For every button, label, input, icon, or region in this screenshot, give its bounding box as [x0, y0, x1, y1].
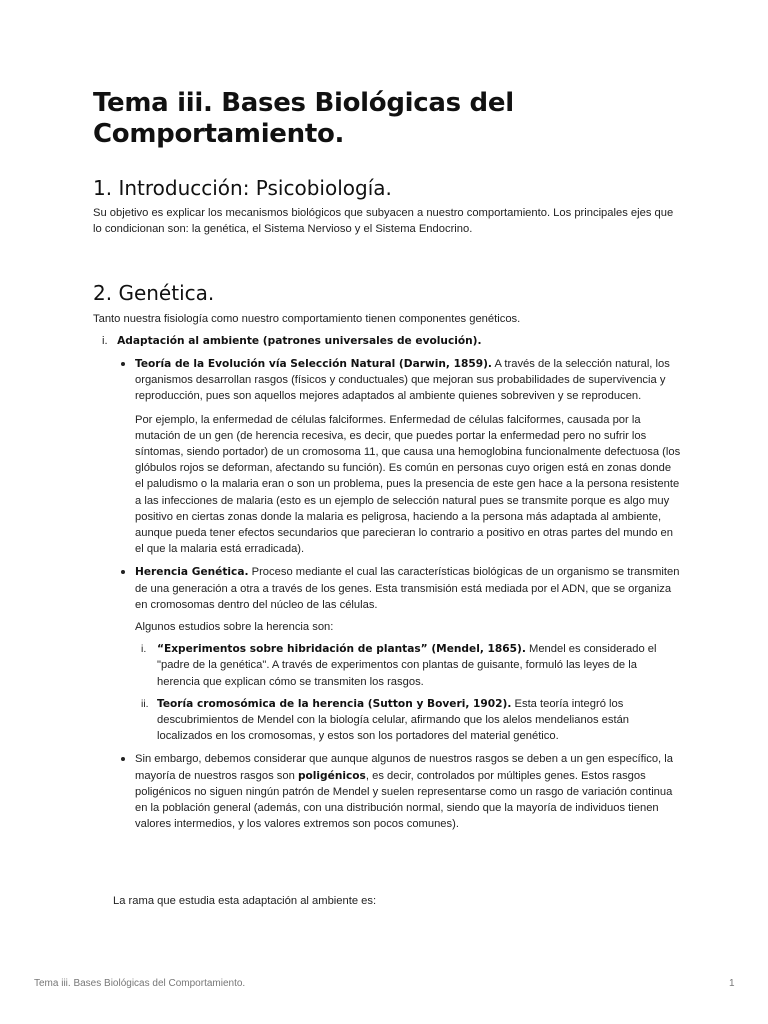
bullet-text-poligenicos-b: , es decir, controlados por múltiples genes. Estos rasgos poligénicos no siguen ningún patrón de Mendel y suelen representarse como un rasgo de variación continua en la población general (además, con una distribución normal, siendo que la mayoría de individuos tienen valores intermedios, y los valores extremos son pocos comunes).	[135, 769, 673, 831]
bullet-dot	[121, 362, 125, 366]
bullet-text-poligenicos-a: Sin embargo, debemos considerar que aunque algunos de nuestros rasgos se deben a un gen específico, la mayoría de nuestros rasgos son	[135, 753, 673, 782]
bullet-dot	[121, 757, 125, 761]
page-number: 1	[729, 978, 735, 989]
sub-item-mendel	[135, 641, 681, 690]
intro-paragraph: Su objetivo es explicar los mecanismos biológicos que subyacen a nuestro comportamiento. Los principales ejes que lo condicionan son: la genética, el Sistema Nervioso y el Sistema Endocrino.	[93, 207, 674, 236]
genetica-paragraph: Tanto nuestra fisiología como nuestro comportamiento tienen componentes genéticos.	[93, 313, 521, 325]
bullet-bold-poligenicos: poligénicos	[297, 769, 366, 782]
bullet-item-herencia	[121, 564, 681, 613]
bullet-bold-herencia: Herencia Genética.	[135, 566, 249, 579]
roman-item-label: Adaptación al ambiente (patrones universales de evolución).	[117, 335, 482, 347]
sub-item-text-mendel: Mendel es considerado el "padre de la genética". A través de experimentos con plantas de guisante, formuló las leyes de la herencia que explican cómo se transmiten los rasgos.	[157, 643, 657, 688]
paragraph-estudios: Algunos estudios sobre la herencia son:	[135, 621, 334, 634]
roman-list-item	[102, 333, 482, 349]
paragraph-falciformes: Por ejemplo, la enfermedad de células falciformes. Enfermedad de células falciformes, causada por la mutación de un gen (de herencia recesiva, es decir, que puedes portar la enfermedad pero no sufrir los síntomas, siendo portador) de un cromosoma 11, que causa una hemoglobina funcionalmente defectuosa (los glóbulos rojos se deforman, afectando su función). Es común en personas cuyo origen está en zonas donde el paludismo o la malaria eran o son un problema, pues la presencia de este gen hace a la persona resistente a las infecciones de malaria (esto es un ejemplo de selección natural pues se transmite porque es algo muy positivo en ciertas zonas donde la malaria es peligrosa, haciendo a la persona más adaptada al ambiente, aunque pueda tener efectos secundarios que parecieran lo contrario a positivo en otras partes del mundo en el que la malaria está erradicada).	[135, 413, 681, 556]
bullet-item-darwin	[121, 356, 681, 405]
bullet-text-herencia: Proceso mediante el cual las características biológicas de un organismo se transmiten de una generación a otra a través de los genes. Esta transmisión está mediada por el ADN, que se organiza en cromosomas dentro del núcleo de las células.	[135, 566, 680, 611]
bullet-dot	[121, 570, 125, 574]
closing-sentence: La rama que estudia esta adaptación al ambiente es:	[113, 895, 377, 907]
bullet-bold-darwin: Teoría de la Evolución vía Selección Natural (Darwin, 1859).	[135, 358, 492, 370]
sub-item-sutton	[135, 696, 681, 745]
sub-item-number: i.	[141, 643, 147, 656]
bullet-list	[121, 356, 681, 832]
sub-item-bold-mendel: “Experimentos sobre hibridación de plantas” (Mendel, 1865).	[157, 643, 526, 656]
roman-numeral: i.	[102, 335, 108, 347]
section-heading-introduccion: 1. Introducción: Psicobiología.	[93, 176, 392, 200]
sub-item-bold-sutton: Teoría cromosómica de la herencia (Sutton y Boveri, 1902).	[157, 697, 512, 710]
bullet-text-darwin: A través de la selección natural, los organismos desarrollan rasgos (físicos y conductuales) que mejoran sus probabilidades de supervivencia y reproducción, pues son aquellos mejores adaptados al ambiente quienes sobreviven y se reproducen.	[135, 358, 670, 403]
bullet-item-poligenicos	[121, 751, 681, 832]
sub-numbered-list	[121, 641, 681, 744]
section-heading-genetica: 2. Genética.	[93, 281, 215, 305]
sub-item-text-sutton: Esta teoría integró los descubrimientos de Mendel con la biología celular, afirmando que los alelos mendelianos están localizados en los cromosomas, y estos son los portadores del material genético.	[157, 697, 630, 743]
document-title: Tema iii. Bases Biológicas del Comportamiento.	[93, 88, 514, 149]
footer-title: Tema iii. Bases Biológicas del Comportamiento.	[34, 978, 246, 989]
sub-item-number: ii.	[141, 697, 149, 710]
